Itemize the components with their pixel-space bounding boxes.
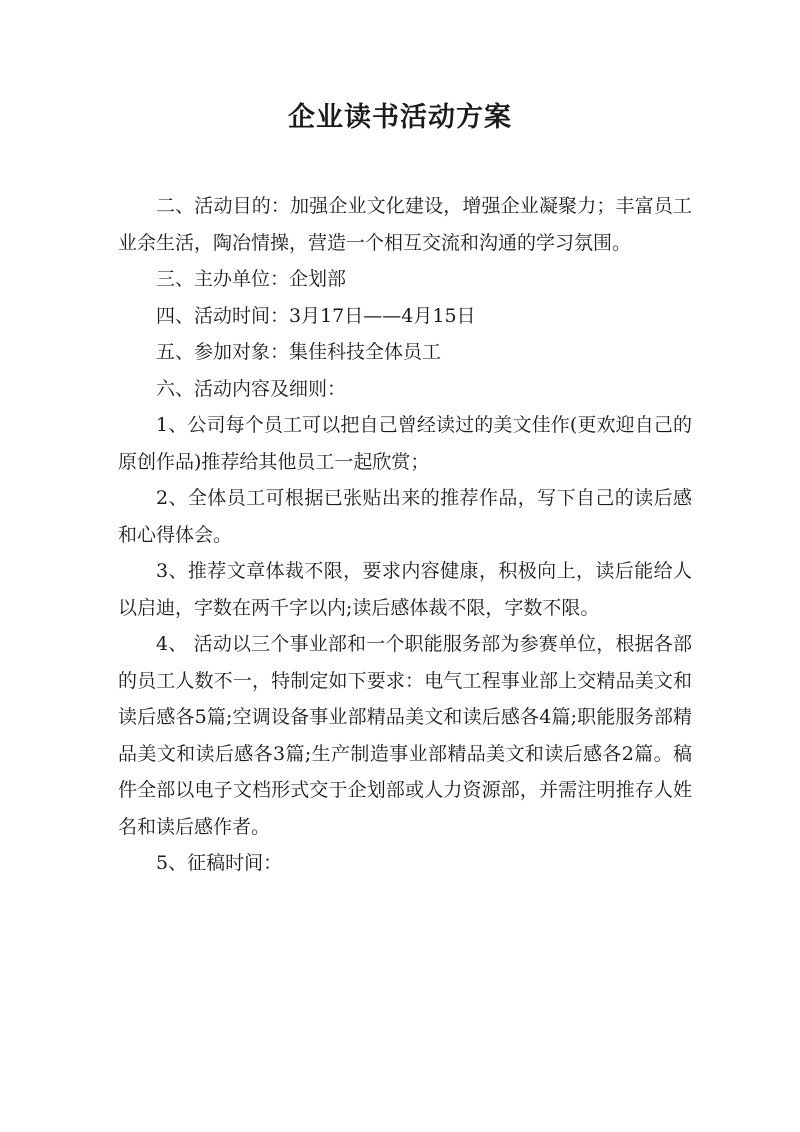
document-title: 企业读书活动方案: [288, 102, 512, 133]
paragraph-rule-5: 5、征稿时间：: [156, 852, 283, 874]
paragraph-rule-4: 4、 活动以三个事业部和一个职能服务部为参赛单位，根据各部的员工人数不一，特制定如下要求：电气工程事业部上交精品美文和读后感各5篇;空调设备事业部精品美文和读后感各4篇;职能服务部精品美文和读后感各3篇;生产制造事业部精品美文和读后感各2篇。稿件全部以电子文档形式交于企划部或人力资源部，并需注明推存人姓名和读后感作者。: [118, 633, 692, 838]
paragraph-rule-2: 2、全体员工可根据已张贴出来的推荐作品，写下自己的读后感和心得体会。: [118, 487, 692, 546]
paragraph-participants: 五、参加对象：集佳科技全体员工: [156, 341, 442, 363]
paragraph-purpose: 二、活动目的：加强企业文化建设，增强企业凝聚力；丰富员工业余生活，陶冶情操，营造一个相互交流和沟通的学习氛围。: [118, 195, 692, 254]
paragraph-details-heading: 六、活动内容及细则：: [156, 377, 347, 400]
paragraph-time: 四、活动时间：3月17日——4月15日: [156, 304, 476, 327]
paragraph-rule-3: 3、推荐文章体裁不限，要求内容健康，积极向上，读后能给人以启迪，字数在两千字以内;读后感体裁不限，字数不限。: [118, 560, 692, 619]
document-body: [118, 188, 692, 882]
paragraph-organizer: 三、主办单位：企划部: [156, 268, 347, 290]
paragraph-rule-1: 1、公司每个员工可以把自己曾经读过的美文佳作(更欢迎自己的原创作品)推荐给其他员工一起欣赏；: [118, 414, 692, 473]
